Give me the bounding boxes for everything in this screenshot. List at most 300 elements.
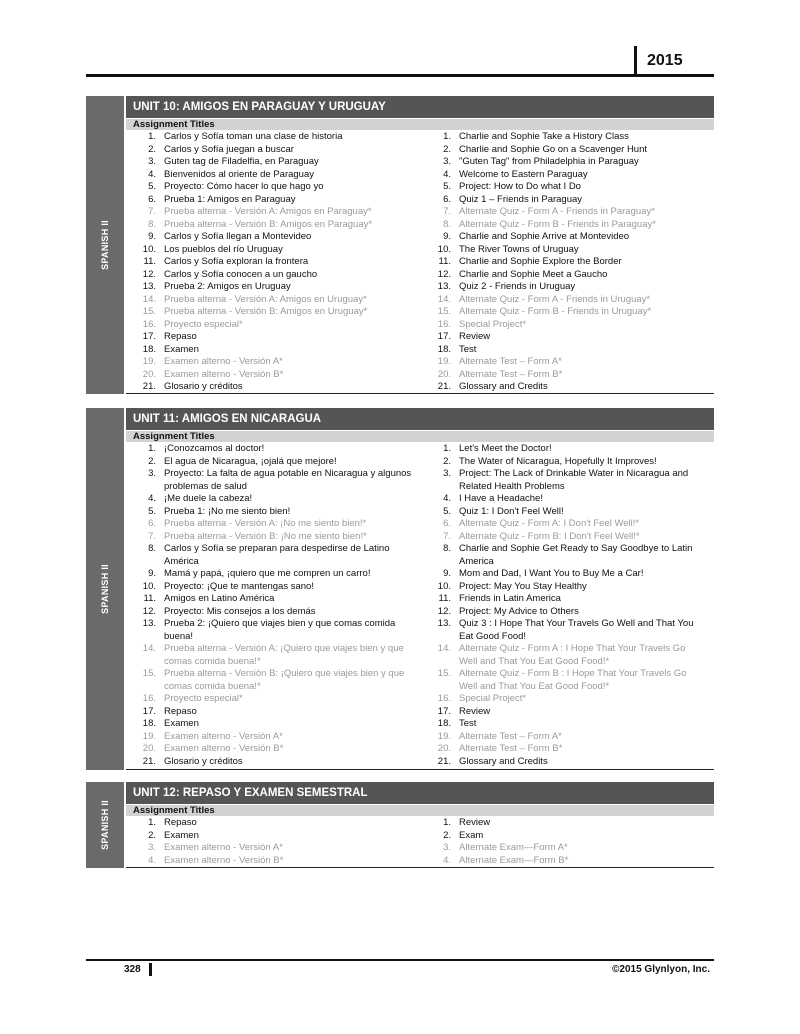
item-number: 5. — [148, 505, 156, 517]
item-number: 20. — [142, 368, 156, 380]
item-number: 12. — [142, 268, 156, 280]
assignment-row — [126, 144, 714, 157]
english-title-cell — [421, 543, 706, 568]
english-title: Glossary and Credits — [459, 755, 548, 767]
item-number: 1. — [443, 817, 451, 828]
assignment-row — [126, 618, 714, 643]
spanish-title-cell — [126, 131, 421, 144]
item-number: 10. — [437, 243, 451, 255]
item-number: 10. — [437, 580, 451, 592]
spanish-title-cell — [126, 356, 421, 369]
spanish-title-cell — [126, 194, 421, 207]
item-number: 16. — [142, 318, 156, 330]
spanish-title-cell — [126, 855, 421, 868]
assignment-row — [126, 693, 714, 706]
english-title-cell — [421, 169, 706, 182]
english-title: Special Project* — [459, 693, 527, 704]
spanish-title: Prueba 2: ¡Quiero que viajes bien y que comas comida buena! — [164, 618, 396, 642]
spanish-title-cell — [126, 731, 421, 744]
assignment-row — [126, 294, 714, 307]
side-label: SPANISH II — [100, 564, 110, 614]
spanish-title-cell — [126, 244, 421, 257]
spanish-title-cell — [126, 668, 421, 693]
item-number: 16. — [437, 318, 451, 330]
english-title-cell — [421, 294, 706, 307]
assignment-row — [126, 668, 714, 693]
item-number: 15. — [142, 306, 156, 317]
assignment-row — [126, 718, 714, 731]
english-title: Mom and Dad, I Want You to Buy Me a Car! — [459, 568, 644, 579]
assignment-row — [126, 506, 714, 519]
item-number: 5. — [443, 505, 451, 517]
english-title-cell — [421, 269, 706, 282]
assignment-row — [126, 706, 714, 719]
item-number: 2. — [148, 829, 156, 841]
item-number: 21. — [437, 755, 451, 767]
item-number: 1. — [148, 443, 156, 454]
page-number-bar — [149, 963, 152, 976]
english-title: Alternate Quiz - Form A: I Don't Feel Well!* — [459, 518, 640, 529]
english-title: Test — [459, 343, 477, 355]
english-title-cell — [421, 718, 706, 731]
item-number: 8. — [148, 218, 156, 230]
english-title-cell — [421, 344, 706, 357]
english-title-cell — [421, 606, 706, 619]
english-title: Project: The Lack of Drinkable Water in Nicaragua and Related Health Problems — [459, 468, 689, 492]
item-number: 2. — [148, 455, 156, 467]
item-number: 14. — [437, 643, 451, 654]
spanish-title: Prueba alterna - Versión B: ¡Quiero que viajes bien y que comas comida buena!* — [164, 668, 405, 692]
spanish-title: Carlos y Sofía juegan a buscar — [164, 143, 294, 155]
item-number: 3. — [148, 156, 156, 167]
assignment-row — [126, 756, 714, 769]
english-title-cell — [421, 618, 706, 643]
spanish-title: Examen — [164, 829, 199, 841]
english-title: Alternate Quiz - Form B : I Hope That Your Travels Go Well and That You Eat Good Food!* — [459, 668, 687, 692]
english-title: Alternate Exam—Form B* — [459, 854, 569, 866]
english-title-cell — [421, 219, 706, 232]
english-title-cell — [421, 468, 706, 493]
english-title-cell — [421, 369, 706, 382]
item-number: 4. — [443, 854, 451, 866]
english-title-cell — [421, 855, 706, 868]
assignment-list — [126, 817, 714, 867]
english-title: Project: How to Do what I Do — [459, 181, 581, 192]
assignment-row — [126, 131, 714, 144]
item-number: 4. — [148, 854, 156, 866]
english-title-cell — [421, 518, 706, 531]
item-number: 14. — [142, 293, 156, 305]
spanish-title: Carlos y Sofía se preparan para despedirse de Latino América — [164, 543, 390, 567]
english-title: Alternate Test – Form B* — [459, 368, 563, 380]
english-title: Alternate Quiz - Form A - Friends in Uruguay* — [459, 293, 651, 305]
spanish-title: Examen alterno - Versión A* — [164, 842, 283, 853]
unit-12-section — [86, 782, 714, 868]
spanish-title-cell — [126, 281, 421, 294]
item-number: 1. — [443, 443, 451, 454]
english-title-cell — [421, 706, 706, 719]
item-number: 20. — [437, 368, 451, 380]
item-number: 19. — [437, 730, 451, 742]
spanish-title-cell — [126, 743, 421, 756]
spanish-title-cell — [126, 206, 421, 219]
spanish-title-cell — [126, 842, 421, 855]
english-title-cell — [421, 731, 706, 744]
year-box — [634, 46, 717, 76]
spanish-title-cell — [126, 181, 421, 194]
spanish-title: Examen alterno - Versión A* — [164, 356, 283, 367]
spanish-title-cell — [126, 156, 421, 169]
english-title-cell — [421, 231, 706, 244]
unit-divider — [126, 769, 714, 770]
assignment-row — [126, 593, 714, 606]
item-number: 4. — [443, 493, 451, 504]
spanish-title: Amigos en Latino América — [164, 593, 275, 604]
assignment-row — [126, 493, 714, 506]
spanish-title-cell — [126, 456, 421, 469]
spanish-title-cell — [126, 344, 421, 357]
item-number: 11. — [143, 256, 156, 267]
spanish-title: Guten tag de Filadelfia, en Paraguay — [164, 156, 319, 167]
english-title: Alternate Test – Form A* — [459, 730, 562, 742]
spanish-title: Proyecto especial* — [164, 693, 243, 704]
english-title: Charlie and Sophie Get Ready to Say Goodbye to Latin America — [459, 543, 693, 567]
spanish-title: Los pueblos del río Uruguay — [164, 243, 283, 255]
item-number: 14. — [142, 643, 156, 654]
assignment-row — [126, 281, 714, 294]
item-number: 3. — [443, 842, 451, 853]
footer-rule — [86, 959, 714, 961]
english-title: Alternate Quiz - Form B: I Don't Feel Well!* — [459, 530, 640, 542]
spanish-title: Proyecto: Cómo hacer lo que hago yo — [164, 181, 324, 192]
spanish-title-cell — [126, 618, 421, 643]
english-title: Glossary and Credits — [459, 381, 548, 392]
item-number: 14. — [437, 293, 451, 305]
item-number: 9. — [148, 231, 156, 242]
assignment-row — [126, 606, 714, 619]
assignment-row — [126, 743, 714, 756]
unit-title: UNIT 11: AMIGOS EN NICARAGUA — [126, 408, 714, 430]
english-title-cell — [421, 356, 706, 369]
item-number: 5. — [148, 181, 156, 192]
spanish-title-cell — [126, 817, 421, 830]
side-tab — [86, 408, 124, 770]
spanish-title: Examen — [164, 343, 199, 355]
spanish-title-cell — [126, 593, 421, 606]
assignment-list — [126, 443, 714, 768]
spanish-title-cell — [126, 756, 421, 769]
item-number: 17. — [437, 705, 451, 717]
item-number: 1. — [443, 131, 451, 142]
unit-title: UNIT 10: AMIGOS EN PARAGUAY Y URUGUAY — [126, 96, 714, 118]
item-number: 8. — [148, 543, 156, 554]
assignment-row — [126, 231, 714, 244]
english-title-cell — [421, 842, 706, 855]
spanish-title-cell — [126, 468, 421, 493]
english-title: Charlie and Sophie Take a History Class — [459, 131, 629, 142]
unit-divider — [126, 867, 714, 868]
assignment-row — [126, 731, 714, 744]
spanish-title-cell — [126, 169, 421, 182]
spanish-title: Carlos y Sofía llegan a Montevideo — [164, 231, 312, 242]
spanish-title-cell — [126, 718, 421, 731]
spanish-title-cell — [126, 543, 421, 568]
english-title: Alternate Exam—Form A* — [459, 842, 568, 853]
side-label: SPANISH II — [100, 220, 110, 270]
english-title-cell — [421, 830, 706, 843]
english-title-cell — [421, 593, 706, 606]
copyright: ©2015 Glynlyon, Inc. — [612, 964, 710, 975]
spanish-title-cell — [126, 706, 421, 719]
item-number: 7. — [443, 530, 451, 542]
item-number: 7. — [148, 530, 156, 542]
item-number: 21. — [437, 381, 451, 392]
item-number: 7. — [443, 206, 451, 217]
spanish-title-cell — [126, 531, 421, 544]
english-title: Special Project* — [459, 318, 527, 330]
assignment-row — [126, 381, 714, 394]
item-number: 8. — [443, 543, 451, 554]
english-title: Review — [459, 331, 491, 342]
item-number: 13. — [437, 618, 451, 629]
top-rule — [86, 74, 714, 77]
assignment-titles-label: Assignment Titles — [126, 119, 714, 130]
english-title: Project: May You Stay Healthy — [459, 580, 587, 592]
item-number: 17. — [142, 705, 156, 717]
assignment-row — [126, 817, 714, 830]
spanish-title-cell — [126, 493, 421, 506]
english-title-cell — [421, 443, 706, 456]
spanish-title: Prueba alterna - Versión B: ¡No me siento bien!* — [164, 530, 367, 542]
unit-divider — [126, 393, 714, 394]
spanish-title: Bienvenidos al oriente de Paraguay — [164, 168, 314, 180]
year-label: 2015 — [647, 52, 683, 69]
assignment-row — [126, 369, 714, 382]
spanish-title-cell — [126, 294, 421, 307]
item-number: 2. — [443, 455, 451, 467]
item-number: 6. — [148, 518, 156, 529]
spanish-title-cell — [126, 693, 421, 706]
assignment-row — [126, 356, 714, 369]
spanish-title: Prueba 1: ¡No me siento bien! — [164, 505, 291, 517]
english-title-cell — [421, 306, 706, 319]
item-number: 17. — [437, 331, 451, 342]
english-title-cell — [421, 194, 706, 207]
spanish-title-cell — [126, 518, 421, 531]
item-number: 3. — [148, 468, 156, 479]
spanish-title: Carlos y Sofía toman una clase de historia — [164, 131, 343, 142]
english-title-cell — [421, 506, 706, 519]
item-number: 18. — [142, 718, 156, 729]
spanish-title: Carlos y Sofía exploran la frontera — [164, 256, 309, 267]
item-number: 7. — [148, 206, 156, 217]
assignment-row — [126, 531, 714, 544]
assignment-row — [126, 456, 714, 469]
spanish-title: Examen alterno - Versión A* — [164, 730, 283, 742]
item-number: 16. — [437, 693, 451, 704]
english-title: Quiz 2 - Friends in Uruguay — [459, 281, 576, 292]
spanish-title: Proyecto especial* — [164, 318, 243, 330]
assignment-row — [126, 581, 714, 594]
english-title: The River Towns of Uruguay — [459, 243, 579, 255]
item-number: 9. — [443, 231, 451, 242]
spanish-title-cell — [126, 381, 421, 394]
assignment-row — [126, 156, 714, 169]
item-number: 11. — [143, 593, 156, 604]
english-title-cell — [421, 493, 706, 506]
english-title: Alternate Test – Form B* — [459, 743, 563, 754]
page-number: 328 — [124, 964, 141, 975]
english-title: Alternate Quiz - Form A - Friends in Paraguay* — [459, 206, 655, 217]
english-title: Review — [459, 705, 491, 717]
spanish-title: Mamá y papá, ¡quiero que me compren un carro! — [164, 568, 371, 579]
assignment-row — [126, 568, 714, 581]
english-title: Alternate Quiz - Form B - Friends in Paraguay* — [459, 218, 656, 230]
item-number: 2. — [443, 829, 451, 841]
assignment-row — [126, 206, 714, 219]
spanish-title: Prueba alterna - Versión B: Amigos en Paraguay* — [164, 218, 373, 230]
english-title-cell — [421, 281, 706, 294]
spanish-title-cell — [126, 306, 421, 319]
item-number: 3. — [443, 156, 451, 167]
item-number: 15. — [142, 668, 156, 679]
english-title-cell — [421, 743, 706, 756]
english-title-cell — [421, 756, 706, 769]
item-number: 18. — [437, 718, 451, 729]
item-number: 6. — [443, 193, 451, 205]
unit-11-section — [86, 408, 714, 770]
assignment-row — [126, 344, 714, 357]
spanish-title-cell — [126, 331, 421, 344]
item-number: 9. — [148, 568, 156, 579]
spanish-title: Proyecto: La falta de agua potable en Nicaragua y algunos problemas de salud — [164, 468, 412, 492]
spanish-title-cell — [126, 256, 421, 269]
side-tab — [86, 782, 124, 868]
item-number: 13. — [142, 618, 156, 629]
assignment-row — [126, 169, 714, 182]
english-title-cell — [421, 531, 706, 544]
item-number: 15. — [437, 306, 451, 317]
item-number: 17. — [142, 331, 156, 342]
item-number: 19. — [437, 356, 451, 367]
english-title-cell — [421, 817, 706, 830]
english-title: Alternate Quiz - Form B - Friends in Uruguay* — [459, 306, 652, 317]
item-number: 19. — [142, 356, 156, 367]
english-title-cell — [421, 244, 706, 257]
english-title: Review — [459, 817, 491, 828]
spanish-title: Prueba alterna - Versión B: Amigos en Uruguay* — [164, 306, 368, 317]
spanish-title: Examen alterno - Versión B* — [164, 368, 284, 380]
item-number: 8. — [443, 218, 451, 230]
item-number: 18. — [142, 343, 156, 355]
item-number: 11. — [438, 593, 451, 604]
english-title: Friends in Latin America — [459, 593, 561, 604]
spanish-title-cell — [126, 643, 421, 668]
item-number: 9. — [443, 568, 451, 579]
item-number: 21. — [142, 755, 156, 767]
english-title: The Water of Nicaragua, Hopefully It Improves! — [459, 455, 657, 467]
english-title: Charlie and Sophie Go on a Scavenger Hunt — [459, 143, 648, 155]
english-title-cell — [421, 256, 706, 269]
item-number: 2. — [443, 143, 451, 155]
spanish-title-cell — [126, 443, 421, 456]
item-number: 20. — [437, 743, 451, 754]
english-title-cell — [421, 331, 706, 344]
spanish-title: Glosario y créditos — [164, 381, 243, 392]
item-number: 2. — [148, 143, 156, 155]
spanish-title: Proyecto: Mis consejos a los demás — [164, 605, 316, 617]
item-number: 4. — [148, 493, 156, 504]
assignment-row — [126, 306, 714, 319]
spanish-title: Prueba 2: Amigos en Uruguay — [164, 281, 291, 292]
assignment-row — [126, 518, 714, 531]
assignment-row — [126, 443, 714, 456]
assignment-row — [126, 331, 714, 344]
english-title-cell — [421, 568, 706, 581]
english-title: Quiz 3 : I Hope That Your Travels Go Well and That You Eat Good Food! — [459, 618, 694, 642]
spanish-title: ¡Conozcamos al doctor! — [164, 443, 265, 454]
assignment-row — [126, 219, 714, 232]
spanish-title: Prueba alterna - Versión A: ¡No me siento bien!* — [164, 518, 367, 529]
english-title-cell — [421, 381, 706, 394]
assignment-row — [126, 319, 714, 332]
english-title-cell — [421, 144, 706, 157]
english-title-cell — [421, 131, 706, 144]
english-title: Quiz 1: I Don't Feel Well! — [459, 505, 564, 517]
spanish-title: Repaso — [164, 817, 197, 828]
english-title: Charlie and Sophie Explore the Border — [459, 256, 622, 267]
spanish-title: Repaso — [164, 331, 197, 342]
side-tab — [86, 96, 124, 394]
assignment-row — [126, 269, 714, 282]
item-number: 13. — [437, 281, 451, 292]
unit-10-section — [86, 96, 714, 394]
english-title: Test — [459, 718, 477, 729]
spanish-title-cell — [126, 319, 421, 332]
spanish-title-cell — [126, 568, 421, 581]
item-number: 21. — [142, 381, 156, 392]
item-number: 1. — [148, 131, 156, 142]
assignment-row — [126, 194, 714, 207]
unit-title: UNIT 12: REPASO Y EXAMEN SEMESTRAL — [126, 782, 714, 804]
item-number: 6. — [148, 193, 156, 205]
assignment-titles-label: Assignment Titles — [126, 431, 714, 442]
item-number: 6. — [443, 518, 451, 529]
spanish-title: Examen alterno - Versión B* — [164, 743, 284, 754]
assignment-row — [126, 244, 714, 257]
spanish-title: El agua de Nicaragua, ¡ojalá que mejore! — [164, 455, 337, 467]
item-number: 13. — [142, 281, 156, 292]
spanish-title-cell — [126, 581, 421, 594]
spanish-title: Examen — [164, 718, 199, 729]
english-title: Welcome to Eastern Paraguay — [459, 168, 588, 180]
spanish-title: Repaso — [164, 705, 197, 717]
assignment-row — [126, 842, 714, 855]
item-number: 15. — [437, 668, 451, 679]
assignment-row — [126, 256, 714, 269]
spanish-title: Prueba alterna - Versión A: ¡Quiero que viajes bien y que comas comida buena!* — [164, 643, 404, 667]
item-number: 12. — [437, 268, 451, 280]
item-number: 4. — [443, 168, 451, 180]
assignment-row — [126, 543, 714, 568]
english-title: "Guten Tag" from Philadelphia in Paraguay — [459, 156, 639, 167]
item-number: 4. — [148, 168, 156, 180]
english-title: Exam — [459, 829, 484, 841]
english-title-cell — [421, 319, 706, 332]
spanish-title: Glosario y créditos — [164, 755, 243, 767]
assignment-titles-label: Assignment Titles — [126, 805, 714, 816]
item-number: 1. — [148, 817, 156, 828]
